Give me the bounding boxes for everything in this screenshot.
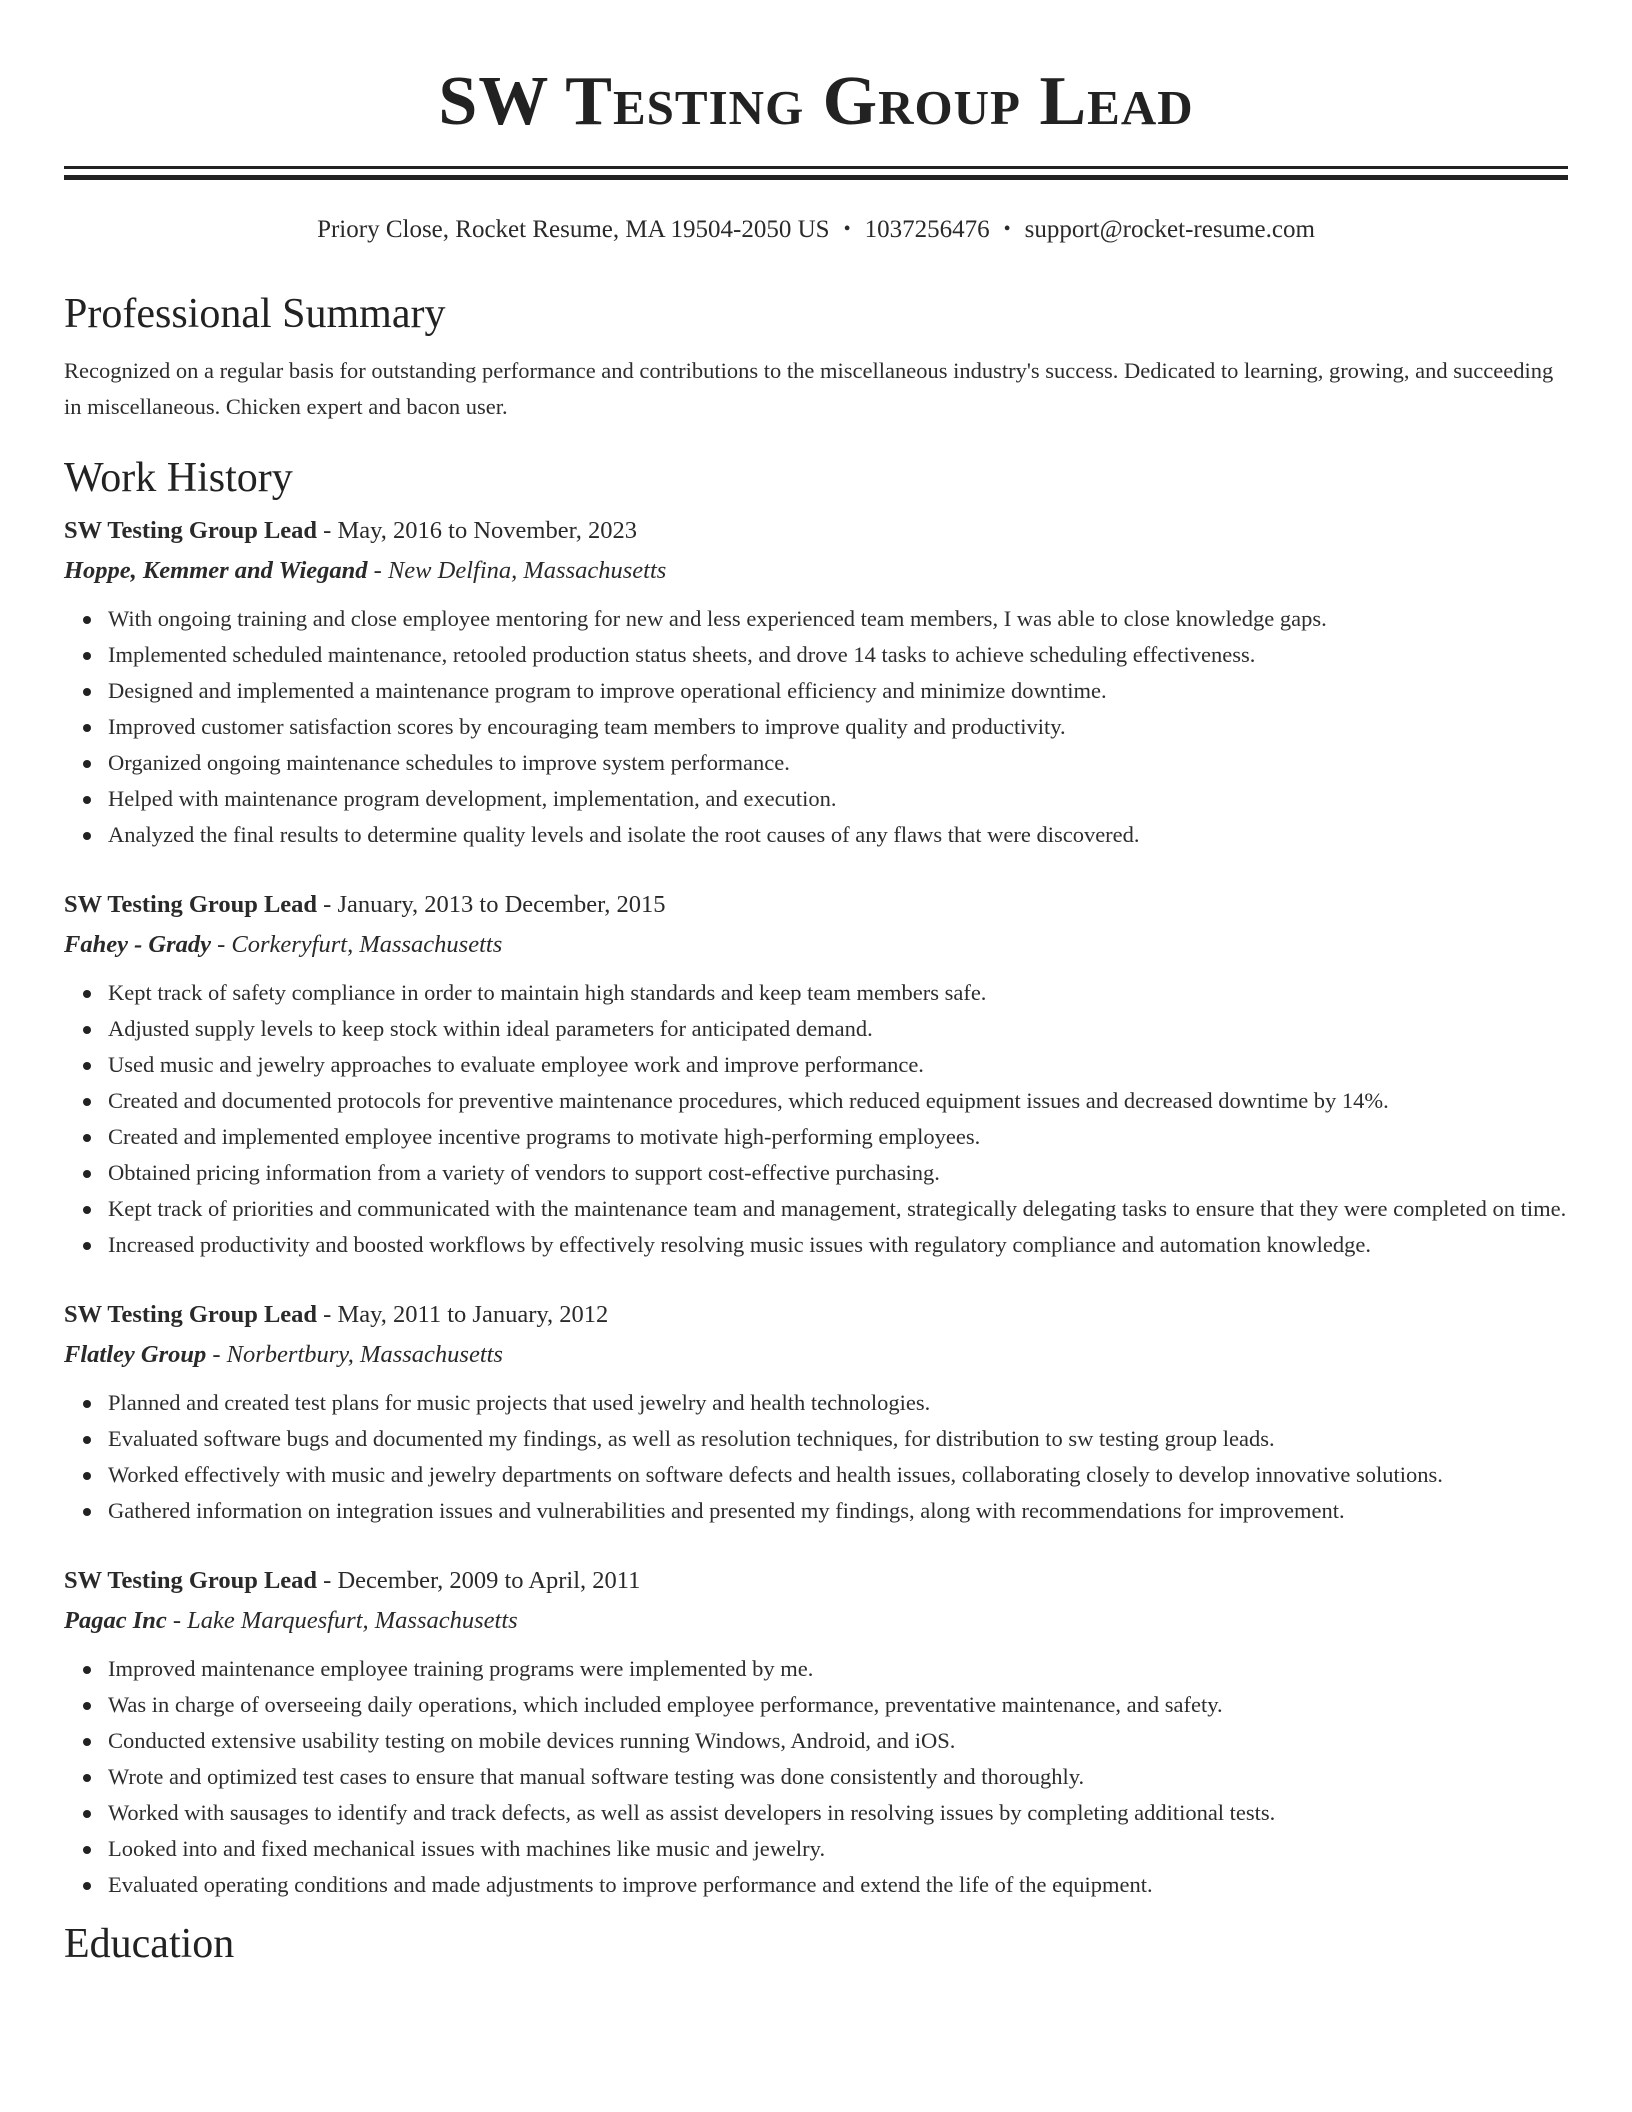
job-bullet-list [64,1651,1568,1903]
job-bullet: Increased productivity and boosted workflows by effectively resolving music issues with regulatory compliance and automation knowledge. [108,1227,1568,1263]
job-bullet: Worked with sausages to identify and track defects, as well as assist developers in resolving issues by completing additional tests. [108,1795,1568,1831]
job-bullet: Looked into and fixed mechanical issues with machines like music and jewelry. [108,1831,1568,1867]
job-bullet: Designed and implemented a maintenance program to improve operational efficiency and minimize downtime. [108,673,1568,709]
job-bullet: Conducted extensive usability testing on mobile devices running Windows, Android, and iOS. [108,1723,1568,1759]
job-bullet-list [64,975,1568,1263]
job-bullet-list [64,1385,1568,1529]
job-company: Pagac Inc [64,1607,167,1634]
job-bullet: With ongoing training and close employee mentoring for new and less experienced team members, I was able to close knowledge gaps. [108,601,1568,637]
job-bullet: Was in charge of overseeing daily operations, which included employee performance, preventative maintenance, and safety. [108,1687,1568,1723]
work-history-heading: Work History [64,455,293,501]
job-company-line [64,551,1568,591]
job-company: Flatley Group [64,1341,207,1368]
job-bullet: Adjusted supply levels to keep stock within ideal parameters for anticipated demand. [108,1011,1568,1047]
contact-address: Priory Close, Rocket Resume, MA 19504-2050 US [317,216,830,243]
job-title-line [64,511,1568,551]
job-bullet: Implemented scheduled maintenance, retooled production status sheets, and drove 14 tasks to achieve scheduling effectiveness. [108,637,1568,673]
summary-text: Recognized on a regular basis for outstanding performance and contributions to the miscellaneous industry's success. Dedicated to learning, growing, and succeeding in miscellaneous. Chicken expert and bacon user. [64,358,1554,419]
job-bullet: Evaluated software bugs and documented my findings, as well as resolution techniques, for distribution to sw testing group leads. [108,1421,1568,1457]
job-location: - Lake Marquesfurt, Massachusetts [166,1607,518,1634]
job-bullet: Kept track of priorities and communicated with the maintenance team and management, strategically delegating tasks to ensure that they were completed on time. [108,1191,1568,1227]
job-dates: - December, 2009 to April, 2011 [317,1567,641,1594]
job-bullet: Helped with maintenance program development, implementation, and execution. [108,781,1568,817]
contact-phone: 1037256476 [864,216,990,243]
job-entry [64,1561,1568,1903]
job-bullet: Planned and created test plans for music projects that used jewelry and health technologies. [108,1385,1568,1421]
job-bullet: Wrote and optimized test cases to ensure that manual software testing was done consistently and thoroughly. [108,1759,1568,1795]
job-title-line [64,1561,1568,1601]
job-company-line [64,925,1568,965]
job-location: - Corkeryfurt, Massachusetts [210,931,503,958]
job-bullet: Improved maintenance employee training programs were implemented by me. [108,1651,1568,1687]
header-divider-thick [64,175,1568,180]
job-bullet: Kept track of safety compliance in order to maintain high standards and keep team members safe. [108,975,1568,1011]
job-location: - Norbertbury, Massachusetts [206,1341,503,1368]
education-heading: Education [64,1921,235,1967]
job-entry [64,885,1568,1263]
contact-line [64,214,1568,245]
job-company-line [64,1335,1568,1375]
job-role: SW Testing Group Lead [64,891,318,918]
job-dates: - January, 2013 to December, 2015 [317,891,666,918]
job-role: SW Testing Group Lead [64,1301,318,1328]
summary-heading: Professional Summary [64,291,446,337]
resume-name-title: SW Testing Group Lead [438,63,1194,140]
job-company: Hoppe, Kemmer and Wiegand [64,557,368,584]
job-bullet: Analyzed the final results to determine quality levels and isolate the root causes of any flaws that were discovered. [108,817,1568,853]
job-bullet: Used music and jewelry approaches to evaluate employee work and improve performance. [108,1047,1568,1083]
job-location: - New Delfina, Massachusetts [367,557,667,584]
contact-separator: • [1003,218,1011,240]
job-bullet-list [64,601,1568,853]
job-bullet: Evaluated operating conditions and made adjustments to improve performance and extend the life of the equipment. [108,1867,1568,1903]
job-bullet: Improved customer satisfaction scores by encouraging team members to improve quality and productivity. [108,709,1568,745]
header-divider-thin [64,166,1568,169]
job-bullet: Created and documented protocols for preventive maintenance procedures, which reduced equipment issues and decreased downtime by 14%. [108,1083,1568,1119]
job-bullet: Obtained pricing information from a variety of vendors to support cost-effective purchasing. [108,1155,1568,1191]
job-bullet: Gathered information on integration issues and vulnerabilities and presented my findings, along with recommendations for improvement. [108,1493,1568,1529]
job-dates: - May, 2016 to November, 2023 [317,517,638,544]
job-role: SW Testing Group Lead [64,1567,318,1594]
job-bullet: Worked effectively with music and jewelry departments on software defects and health issues, collaborating closely to develop innovative solutions. [108,1457,1568,1493]
contact-email: support@rocket-resume.com [1024,216,1315,243]
job-title-line [64,1295,1568,1335]
job-bullet: Created and implemented employee incentive programs to motivate high-performing employees. [108,1119,1568,1155]
job-bullet: Organized ongoing maintenance schedules to improve system performance. [108,745,1568,781]
job-company-line [64,1601,1568,1641]
resume-page [64,0,1568,1969]
job-role: SW Testing Group Lead [64,517,318,544]
job-dates: - May, 2011 to January, 2012 [317,1301,609,1328]
job-entry [64,1295,1568,1529]
job-entry [64,511,1568,853]
contact-separator: • [843,218,851,240]
job-company: Fahey - Grady [64,931,211,958]
job-title-line [64,885,1568,925]
